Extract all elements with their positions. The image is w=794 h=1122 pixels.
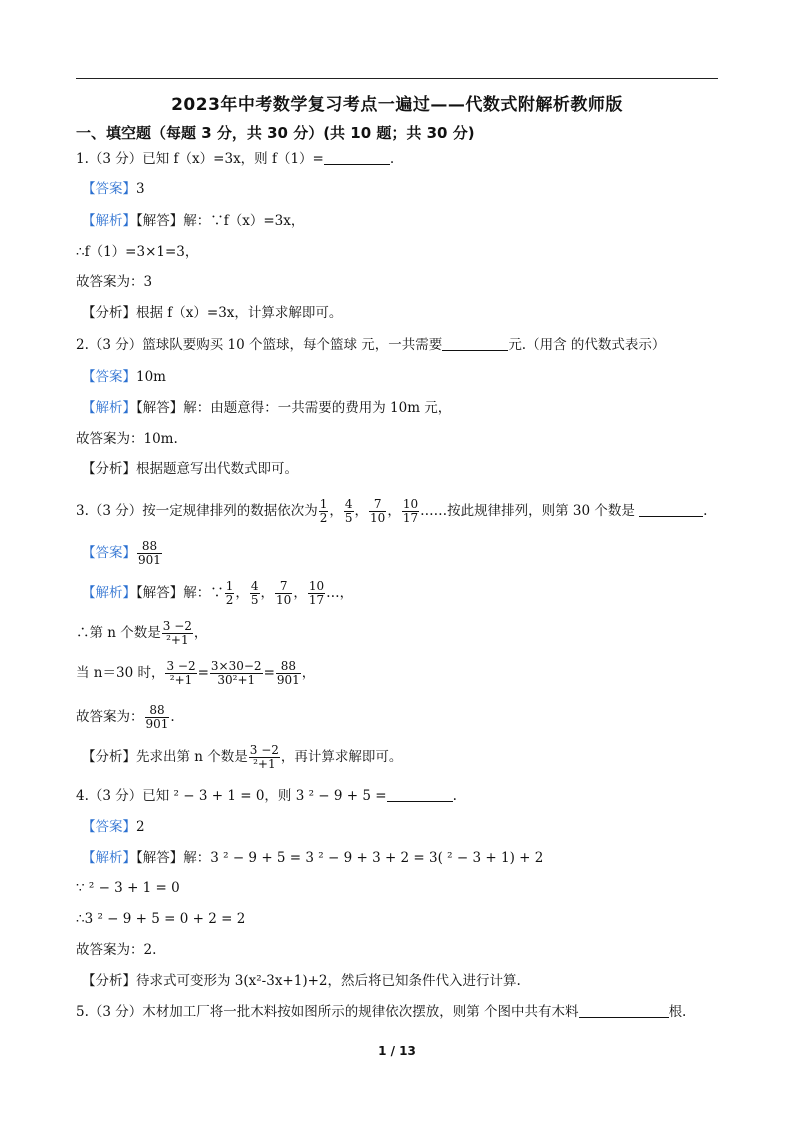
answer-blank [324,150,390,165]
question-1-solution: 【解析】【解答】解：∵f（x）=3x， [82,213,305,229]
question-1-comment: 【分析】根据 f（x）=3x，计算求解即可。 [82,305,343,321]
question-2-solution: 【解析】【解答】解：由题意得：一共需要的费用为 10m 元， [82,400,452,416]
fraction: $\frac{4}{5}$ [250,579,259,607]
fraction: $\frac{10}{17}$ [402,497,419,525]
solution-line: 故答案为：3 [76,274,153,290]
fraction: $\frac{3\times 30-2}{\text{30²+1}}$ [210,659,262,687]
solution-line: ∴第 n 个数是 $\frac{3 -2}{\text{²+1}}$ ， [76,619,208,647]
section-heading: 一、填空题（每题 3 分，共 30 分）(共 10 题；共 30 分) [76,124,475,142]
answer-blank [579,1003,669,1018]
solution-line: 故答案为：2. [76,942,157,958]
question-4-solution: 【解析】【解答】解：3 ² − 9 + 5 = 3 ² − 9 + 3 + 2 = 3( ² − 3 + 1) + 2 [82,850,544,866]
answer-blank [442,336,508,351]
question-2-stem: 2.（3 分）篮球队要购买 10 个篮球，每个篮球 元，一共需要 元.（用含 的代数式表示） [76,337,666,353]
fraction: $\frac{1}{2}$ [319,497,328,525]
question-3-comment: 【分析】先求出第 n 个数是 $\frac{3 -2}{\text{²+1}}$ ，再计算求解即可。 [82,743,403,771]
fraction: $\frac{3 -2}{\text{²+1}}$ [166,659,196,687]
fraction: $\frac{88}{901}$ [276,659,300,687]
solution-line: 故答案为： $\frac{88}{901}$ . [76,703,175,731]
header-rule [76,78,718,79]
fraction: $\frac{7}{10}$ [370,497,386,525]
page-title: 2023年中考数学复习考点一遍过——代数式附解析教师版 [171,95,623,115]
page-number: 1 / 13 [378,1044,416,1058]
question-3-solution: 【解析】【解答】解：∵ $\frac{1}{2}$ ， $\frac{4}{5}$ ， $\frac{7}{10}$ ， $\frac{10}{17}$ …， [82,579,354,607]
fraction: $\frac{1}{2}$ [225,579,234,607]
solution-line: 当 n＝30 时， $\frac{3 -2}{\text{²+1}}$ = $\frac{3\times 30-2}{\text{30²+1}}$ = $\frac{88}{901}$ ， [76,659,316,687]
question-2-answer: 【答案】10m [82,369,166,385]
solution-line: ∴3 ² − 9 + 5 = 0 + 2 = 2 [76,911,246,927]
question-1-answer: 【答案】3 [82,181,145,197]
question-4-answer: 【答案】2 [82,819,145,835]
question-3-stem: 3.（3 分）按一定规律排列的数据依次为 $\frac{1}{2}$ ， $\frac{4}{5}$ ， $\frac{7}{10}$ ， $\frac{10}{17}$ ……按此规律排列，则第 30 个数是 . [76,497,708,525]
fraction: $\frac{88}{901}$ [145,703,169,731]
solution-line: 故答案为：10m. [76,431,178,447]
fraction: $\frac{10}{17}$ [308,579,325,607]
answer-blank [387,787,453,802]
solution-line: ∵ ² − 3 + 1 = 0 [76,880,180,896]
fraction: $\frac{3 -2}{\text{²+1}}$ [162,619,192,647]
question-1-stem: 1.（3 分）已知 f（x）=3x，则 f（1）= . [76,151,395,167]
fraction: $\frac{4}{5}$ [344,497,353,525]
question-2-comment: 【分析】根据题意写出代数式即可。 [82,461,298,477]
answer-blank [639,502,703,517]
question-3-answer: 【答案】 $\frac{88}{901}$ [82,539,161,567]
fraction: $\frac{88}{901}$ [138,539,161,567]
question-4-stem: 4.（3 分）已知 ² − 3 + 1 = 0，则 3 ² − 9 + 5 = . [76,788,457,804]
question-5-stem: 5.（3 分）木材加工厂将一批木料按如图所示的规律依次摆放，则第 个图中共有木料 根. [76,1004,687,1020]
fraction: $\frac{7}{10}$ [276,579,292,607]
solution-line: ∴f（1）=3×1=3， [76,244,199,260]
fraction: $\frac{3 -2}{\text{²+1}}$ [249,743,279,771]
question-4-comment: 【分析】待求式可变形为 3(x²-3x+1)+2，然后将已知条件代入进行计算. [82,973,521,989]
